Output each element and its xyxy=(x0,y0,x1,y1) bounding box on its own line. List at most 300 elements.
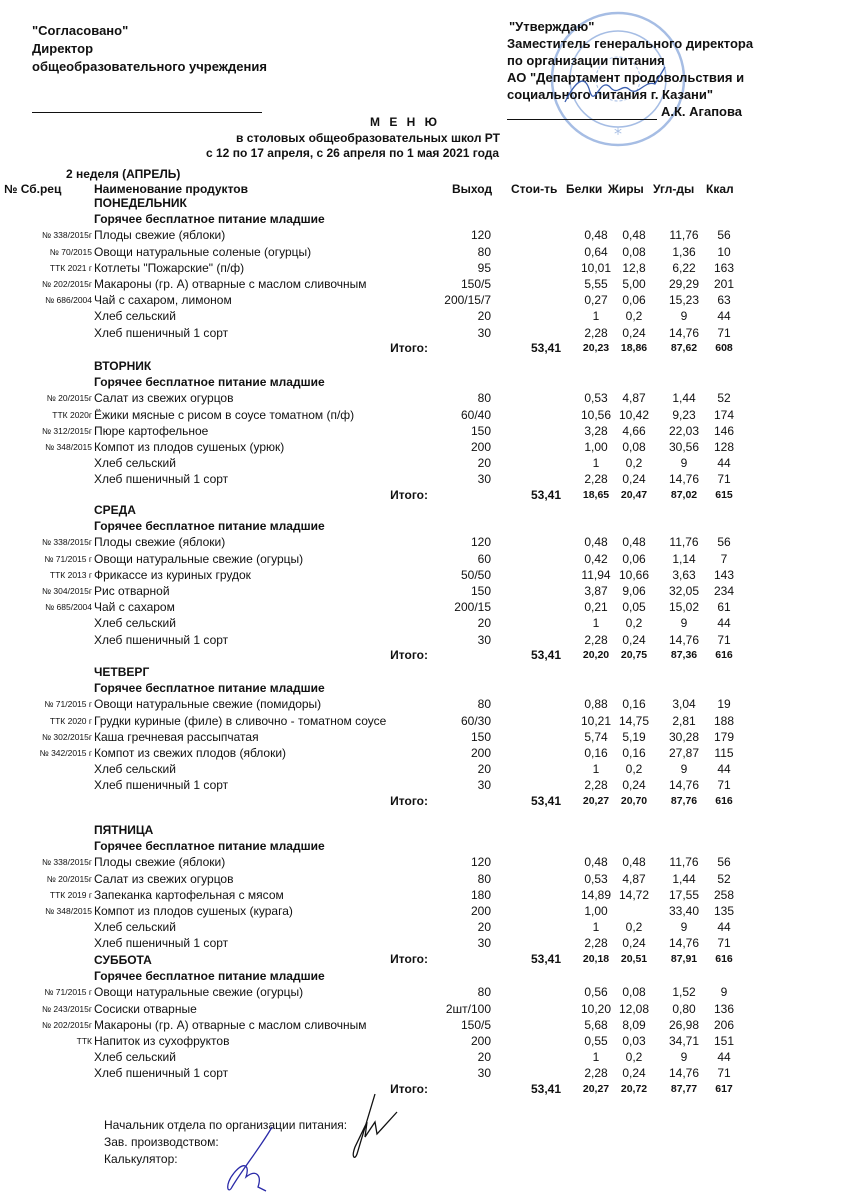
dish-fat: 0,16 xyxy=(622,746,646,760)
table-row xyxy=(0,1049,848,1065)
dish-fat: 10,42 xyxy=(618,407,650,422)
dish-fat: 0,24 xyxy=(622,472,646,487)
approve-organization: АО "Департамент продовольствия и xyxy=(507,70,745,85)
week-label: 2 неделя (АПРЕЛЬ) xyxy=(66,167,181,181)
dish-name: Хлеб сельский xyxy=(94,920,176,935)
dish-carbs: 11,76 xyxy=(669,855,699,870)
dish-kcal: 56 xyxy=(717,535,731,550)
total-cost: 53,41 xyxy=(530,1081,561,1096)
dish-carbs: 3,04 xyxy=(672,697,696,712)
table-row xyxy=(0,761,848,777)
dish-kcal: 44 xyxy=(717,309,731,324)
table-row xyxy=(0,696,848,712)
dish-kcal: 188 xyxy=(713,713,735,728)
dish-name: Чай с сахаром xyxy=(94,600,175,615)
col-header-carbs: Угл-ды xyxy=(653,182,695,196)
recipe-code: ТТК 2013 г xyxy=(49,569,92,580)
day-header-row xyxy=(0,952,848,968)
dish-protein: 10,01 xyxy=(580,260,612,275)
dish-output: 80 xyxy=(477,985,491,1000)
dish-carbs: 32,05 xyxy=(668,584,700,598)
total-protein: 20,18 xyxy=(582,952,610,965)
dish-fat: 12,8 xyxy=(622,260,646,275)
dish-carbs: 9 xyxy=(680,309,688,324)
table-row xyxy=(0,260,848,276)
dish-carbs: 1,52 xyxy=(672,985,696,1000)
recipe-code: ТТК xyxy=(76,1036,92,1046)
total-cost: 53,41 xyxy=(530,487,561,502)
recipe-code: ТТК 2020г xyxy=(52,409,92,420)
table-row xyxy=(0,551,848,567)
table-row xyxy=(0,887,848,903)
total-carbs: 87,02 xyxy=(670,488,698,501)
section-header-row xyxy=(0,838,848,854)
approve-signature-line xyxy=(507,105,657,120)
dish-fat: 0,2 xyxy=(625,762,643,777)
dish-output: 30 xyxy=(477,1066,491,1081)
section-name: Горячее бесплатное питание младшие xyxy=(94,212,325,227)
dish-name: Ёжики мясные с рисом в соусе томатном (п/ф) xyxy=(94,407,355,422)
table-row xyxy=(0,227,848,243)
dish-kcal: 56 xyxy=(717,855,731,870)
dish-protein: 2,28 xyxy=(584,936,608,951)
dish-output: 95 xyxy=(477,260,491,275)
dish-output: 120 xyxy=(470,535,491,550)
dish-output: 20 xyxy=(477,920,491,935)
dish-output: 80 xyxy=(477,244,491,259)
dish-fat: 0,06 xyxy=(622,293,646,308)
dish-fat: 0,05 xyxy=(622,600,646,615)
dish-name: Салат из свежих огурцов xyxy=(94,391,234,406)
dish-fat: 0,06 xyxy=(622,551,646,566)
day-name: ПОНЕДЕЛЬНИК xyxy=(94,196,187,210)
dish-protein: 1 xyxy=(592,920,600,935)
dish-output: 150 xyxy=(470,584,491,598)
dish-output: 150/5 xyxy=(460,1017,491,1032)
dish-fat: 0,48 xyxy=(622,535,646,550)
total-row xyxy=(0,1081,848,1097)
recipe-code: ТТК 2020 г xyxy=(49,715,92,726)
dish-protein: 14,89 xyxy=(580,887,612,902)
dish-output: 2шт/100 xyxy=(445,1001,491,1016)
dish-kcal: 71 xyxy=(717,1066,731,1081)
agreed-title: "Согласовано" xyxy=(32,23,129,38)
dish-kcal: 71 xyxy=(717,325,731,340)
dish-fat: 14,72 xyxy=(618,887,650,902)
dish-kcal: 234 xyxy=(713,584,735,598)
recipe-code: № 348/2015 xyxy=(45,906,92,916)
dish-name: Хлеб пшеничный 1 сорт xyxy=(94,778,229,793)
recipe-code: ТТК 2021 г xyxy=(49,262,92,273)
dish-kcal: 136 xyxy=(713,1001,735,1016)
dish-output: 60/30 xyxy=(460,713,491,728)
col-header-fat: Жиры xyxy=(608,182,644,196)
day-header-row xyxy=(0,822,848,838)
total-cost: 53,41 xyxy=(530,340,561,355)
dish-output: 200 xyxy=(470,904,491,918)
dish-carbs: 15,23 xyxy=(668,293,700,308)
dish-kcal: 71 xyxy=(717,778,731,793)
table-row xyxy=(0,276,848,292)
total-fat: 20,72 xyxy=(620,1082,648,1095)
day-name: ЧЕТВЕРГ xyxy=(94,665,150,679)
recipe-code: № 71/2015 г xyxy=(44,699,92,710)
dish-fat: 14,75 xyxy=(618,713,650,728)
section-header-row xyxy=(0,518,848,534)
section-header-row xyxy=(0,680,848,696)
dish-protein: 2,28 xyxy=(584,632,608,647)
section-name: Горячее бесплатное питание младшие xyxy=(94,839,325,854)
dish-protein: 0,48 xyxy=(584,535,608,550)
dish-protein: 1,00 xyxy=(584,904,608,918)
dish-output: 200 xyxy=(470,440,491,454)
dish-carbs: 1,36 xyxy=(672,244,696,259)
total-protein: 20,20 xyxy=(582,648,610,661)
dish-protein: 0,16 xyxy=(584,746,608,760)
total-fat: 18,86 xyxy=(620,341,648,354)
dish-fat: 0,2 xyxy=(625,456,643,471)
dish-kcal: 44 xyxy=(717,762,731,777)
recipe-code: № 312/2015г xyxy=(41,425,92,436)
total-kcal: 616 xyxy=(715,648,733,661)
agreed-position: Директор xyxy=(32,41,94,56)
dish-kcal: 61 xyxy=(717,600,731,615)
dish-output: 120 xyxy=(470,855,491,870)
dish-carbs: 9 xyxy=(680,616,688,631)
footer-signatures xyxy=(104,1117,347,1168)
dish-name: Запеканка картофельная с мясом xyxy=(94,887,284,902)
dish-fat: 0,2 xyxy=(625,1050,643,1065)
total-carbs: 87,36 xyxy=(670,648,698,661)
total-row xyxy=(0,793,848,809)
table-row xyxy=(0,1017,848,1033)
dish-fat: 0,2 xyxy=(625,616,643,631)
dish-fat: 12,08 xyxy=(618,1001,650,1016)
col-header-protein: Белки xyxy=(566,182,603,196)
total-row xyxy=(0,647,848,663)
dish-protein: 2,28 xyxy=(584,472,608,487)
dish-carbs: 14,76 xyxy=(668,632,700,647)
dish-protein: 1,00 xyxy=(584,440,608,454)
dish-name: Рис отварной xyxy=(94,584,170,598)
recipe-code: ТТК 2019 г xyxy=(49,889,92,900)
dish-protein: 2,28 xyxy=(584,778,608,793)
dish-protein: 10,20 xyxy=(580,1001,612,1016)
dish-fat: 0,08 xyxy=(622,440,646,454)
dish-protein: 0,48 xyxy=(584,228,608,243)
dish-carbs: 9 xyxy=(680,456,688,471)
day-header-row xyxy=(0,358,848,374)
total-carbs: 87,76 xyxy=(670,794,698,807)
dish-output: 120 xyxy=(470,228,491,243)
dish-protein: 0,53 xyxy=(584,391,608,406)
dish-carbs: 14,76 xyxy=(668,936,700,951)
dish-protein: 0,64 xyxy=(584,244,608,259)
total-cost: 53,41 xyxy=(530,647,561,662)
svg-text:*: * xyxy=(614,124,622,143)
recipe-code: № 202/2015г xyxy=(41,279,92,289)
recipe-code: № 348/2015 xyxy=(45,442,92,452)
dish-kcal: 115 xyxy=(714,746,734,760)
dish-output: 200/15 xyxy=(454,600,491,615)
dish-name: Пюре картофельное xyxy=(94,423,209,438)
total-protein: 18,65 xyxy=(582,488,610,501)
dish-output: 30 xyxy=(477,778,491,793)
dish-protein: 1 xyxy=(592,309,600,324)
total-fat: 20,47 xyxy=(620,488,648,501)
dish-name: Чай с сахаром, лимоном xyxy=(94,293,232,308)
dish-output: 150 xyxy=(470,423,491,438)
recipe-code: № 685/2004 xyxy=(45,602,92,613)
table-row xyxy=(0,745,848,761)
footer-production-manager: Зав. производством: xyxy=(104,1135,219,1149)
section-name: Горячее бесплатное питание младшие xyxy=(94,519,325,534)
dish-kcal: 56 xyxy=(717,228,731,243)
day-name: СРЕДА xyxy=(94,503,136,517)
dish-carbs: 27,87 xyxy=(668,746,700,760)
dish-fat: 0,03 xyxy=(622,1034,646,1048)
dish-name: Хлеб пшеничный 1 сорт xyxy=(94,472,229,487)
table-row xyxy=(0,439,848,455)
dish-carbs: 33,40 xyxy=(668,904,700,918)
dish-protein: 5,74 xyxy=(584,729,608,744)
col-header-code: № Сб.рец xyxy=(4,182,62,196)
dish-output: 180 xyxy=(470,887,491,902)
day-header-row xyxy=(0,502,848,518)
dish-fat: 0,08 xyxy=(622,244,646,259)
menu-title: М Е Н Ю xyxy=(370,115,441,129)
dish-protein: 0,48 xyxy=(584,855,608,870)
recipe-code: № 338/2015г xyxy=(41,537,92,548)
table-row xyxy=(0,308,848,324)
dish-output: 80 xyxy=(477,697,491,712)
day-header-row xyxy=(0,664,848,680)
dish-kcal: 7 xyxy=(720,551,728,566)
dish-kcal: 135 xyxy=(713,904,735,918)
total-label: Итого: xyxy=(390,340,428,355)
table-row xyxy=(0,423,848,439)
table-row xyxy=(0,567,848,583)
dish-output: 30 xyxy=(477,325,491,340)
dish-carbs: 6,22 xyxy=(672,260,696,275)
recipe-code: № 338/2015г xyxy=(41,230,92,241)
dish-protein: 2,28 xyxy=(584,1066,608,1081)
dish-name: Плоды свежие (яблоки) xyxy=(94,228,226,243)
dish-protein: 0,27 xyxy=(584,293,608,308)
dish-carbs: 30,28 xyxy=(668,729,700,744)
recipe-code: № 338/2015г xyxy=(41,857,92,868)
dish-fat: 9,06 xyxy=(622,584,646,598)
dish-fat: 0,16 xyxy=(622,697,646,712)
dish-carbs: 2,81 xyxy=(672,713,696,728)
table-row xyxy=(0,729,848,745)
dish-output: 80 xyxy=(477,871,491,886)
total-label: Итого: xyxy=(390,647,428,662)
dish-kcal: 143 xyxy=(713,567,735,582)
dish-carbs: 30,56 xyxy=(668,440,700,454)
dish-name: Хлеб пшеничный 1 сорт xyxy=(94,325,229,340)
signature-head-icon xyxy=(345,1092,400,1160)
total-kcal: 616 xyxy=(715,794,733,807)
dish-protein: 5,55 xyxy=(584,277,608,291)
dish-name: Хлеб пшеничный 1 сорт xyxy=(94,1066,229,1081)
dish-fat: 0,2 xyxy=(625,920,643,935)
table-row xyxy=(0,903,848,919)
dish-kcal: 179 xyxy=(713,729,735,744)
total-fat: 20,70 xyxy=(620,794,648,807)
dish-kcal: 19 xyxy=(717,697,731,712)
dish-protein: 3,87 xyxy=(584,584,608,598)
total-label: Итого: xyxy=(390,793,428,808)
dish-fat: 5,00 xyxy=(622,277,646,291)
table-row xyxy=(0,935,848,951)
dish-name: Грудки куриные (филе) в сливочно - томатном соусе xyxy=(94,713,387,728)
dish-output: 20 xyxy=(477,1050,491,1065)
dish-name: Овощи натуральные свежие (помидоры) xyxy=(94,697,322,712)
dish-kcal: 128 xyxy=(713,440,735,454)
approve-organization-2: социального питания г. Казани" xyxy=(507,87,714,102)
approve-sign-row xyxy=(507,103,753,120)
agreed-organization: общеобразовательного учреждения xyxy=(32,59,267,74)
total-label: Итого: xyxy=(390,951,428,966)
recipe-code: № 243/2015г xyxy=(41,1003,92,1014)
total-protein: 20,23 xyxy=(582,341,610,354)
dish-name: Компот из свежих плодов (яблоки) xyxy=(94,746,287,760)
dish-carbs: 14,76 xyxy=(668,472,700,487)
section-name: Горячее бесплатное питание младшие xyxy=(94,375,325,390)
dish-fat: 4,66 xyxy=(622,423,646,438)
recipe-code: № 20/2015г xyxy=(46,393,92,404)
dish-fat: 0,48 xyxy=(622,228,646,243)
dish-name: Хлеб сельский xyxy=(94,1050,176,1065)
dish-fat: 0,24 xyxy=(622,325,646,340)
dish-kcal: 71 xyxy=(717,936,731,951)
dish-protein: 0,55 xyxy=(584,1034,608,1048)
total-label: Итого: xyxy=(390,1081,428,1096)
dish-fat: 0,24 xyxy=(622,632,646,647)
dish-name: Напиток из сухофруктов xyxy=(94,1034,230,1048)
footer-head-of-department: Начальник отдела по организации питания: xyxy=(104,1118,348,1132)
dish-carbs: 14,76 xyxy=(668,325,700,340)
section-header-row xyxy=(0,374,848,390)
table-row xyxy=(0,244,848,260)
dish-fat: 8,09 xyxy=(622,1017,646,1032)
approve-block xyxy=(507,18,753,120)
col-header-kcal: Ккал xyxy=(706,182,734,196)
dish-fat: 0,24 xyxy=(622,778,646,793)
dish-output: 200 xyxy=(470,1034,491,1048)
day-name: СУББОТА xyxy=(94,953,152,967)
total-row xyxy=(0,487,848,503)
dish-name: Плоды свежие (яблоки) xyxy=(94,855,226,870)
dish-output: 30 xyxy=(477,472,491,487)
dish-carbs: 9 xyxy=(680,762,688,777)
day-name: ВТОРНИК xyxy=(94,359,152,373)
table-row xyxy=(0,615,848,631)
dish-protein: 0,21 xyxy=(584,600,608,615)
dish-name: Плоды свежие (яблоки) xyxy=(94,535,226,550)
dish-output: 50/50 xyxy=(460,567,491,582)
table-row xyxy=(0,1033,848,1049)
dish-name: Котлеты "Пожарские" (п/ф) xyxy=(94,260,245,275)
total-protein: 20,27 xyxy=(582,794,610,807)
dish-carbs: 14,76 xyxy=(668,1066,700,1081)
day-header-row xyxy=(0,195,848,211)
dish-kcal: 44 xyxy=(717,1050,731,1065)
dish-name: Овощи натуральные свежие (огурцы) xyxy=(94,551,304,566)
total-kcal: 617 xyxy=(715,1082,733,1095)
total-kcal: 615 xyxy=(715,488,733,501)
total-kcal: 608 xyxy=(715,341,733,354)
dish-name: Хлеб пшеничный 1 сорт xyxy=(94,632,229,647)
table-row xyxy=(0,407,848,423)
total-label: Итого: xyxy=(390,487,428,502)
dish-output: 60 xyxy=(477,551,491,566)
table-row xyxy=(0,471,848,487)
dish-fat: 4,87 xyxy=(622,391,646,406)
dish-fat: 0,24 xyxy=(622,936,646,951)
dish-name: Овощи натуральные соленые (огурцы) xyxy=(94,244,312,259)
dish-fat: 0,48 xyxy=(622,855,646,870)
dish-kcal: 52 xyxy=(717,391,731,406)
total-cost: 53,41 xyxy=(530,951,561,966)
dish-protein: 1 xyxy=(592,1050,600,1065)
dish-output: 20 xyxy=(477,456,491,471)
total-row xyxy=(0,340,848,356)
dish-name: Компот из плодов сушеных (курага) xyxy=(94,904,293,918)
dish-output: 30 xyxy=(477,936,491,951)
table-row xyxy=(0,325,848,341)
dish-name: Фрикассе из куриных грудок xyxy=(94,567,251,582)
table-row xyxy=(0,1001,848,1017)
dish-kcal: 52 xyxy=(717,871,731,886)
approve-title: "Утверждаю" xyxy=(509,19,595,34)
dish-carbs: 15,02 xyxy=(668,600,700,615)
table-row xyxy=(0,455,848,471)
dish-protein: 10,56 xyxy=(580,407,612,422)
dish-carbs: 9 xyxy=(680,1050,688,1065)
dish-name: Хлеб пшеничный 1 сорт xyxy=(94,936,229,951)
dish-carbs: 1,44 xyxy=(672,391,696,406)
agreed-block xyxy=(32,22,267,76)
dish-name: Макароны (гр. А) отварные с маслом сливочным xyxy=(94,1017,367,1032)
table-row xyxy=(0,713,848,729)
dish-output: 200/15/7 xyxy=(444,293,491,308)
dish-name: Овощи натуральные свежие (огурцы) xyxy=(94,985,304,1000)
dish-name: Хлеб сельский xyxy=(94,762,176,777)
dish-carbs: 22,03 xyxy=(668,423,700,438)
dish-name: Сосиски отварные xyxy=(94,1001,197,1016)
dish-kcal: 174 xyxy=(713,407,735,422)
approve-position: Заместитель генерального директора xyxy=(507,36,754,51)
table-row xyxy=(0,777,848,793)
table-row xyxy=(0,583,848,599)
dish-output: 150 xyxy=(470,729,491,744)
total-fat: 20,75 xyxy=(620,648,648,661)
dish-kcal: 44 xyxy=(717,456,731,471)
dish-fat: 4,87 xyxy=(622,871,646,886)
dish-protein: 5,68 xyxy=(584,1017,608,1032)
dish-fat: 5,19 xyxy=(622,729,646,744)
table-row xyxy=(0,599,848,615)
dish-output: 30 xyxy=(477,632,491,647)
dish-name: Компот из плодов сушеных (урюк) xyxy=(94,440,285,454)
table-row xyxy=(0,984,848,1000)
dish-kcal: 71 xyxy=(717,472,731,487)
recipe-code: № 302/2015г xyxy=(41,731,92,742)
dish-protein: 1 xyxy=(592,762,600,777)
dish-kcal: 146 xyxy=(713,423,735,438)
